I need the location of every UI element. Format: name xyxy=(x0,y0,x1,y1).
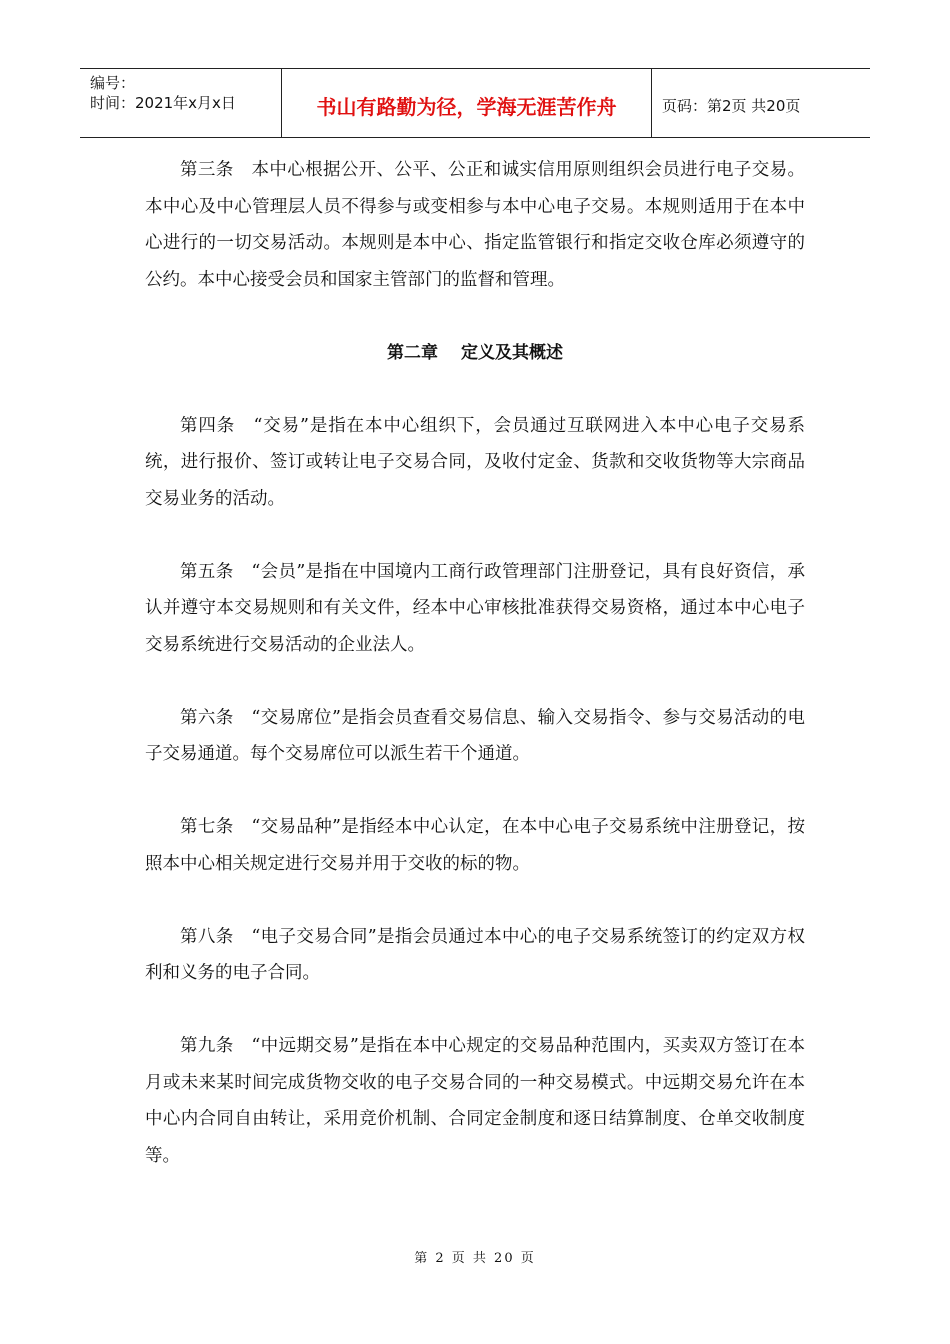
document-body xyxy=(145,152,805,1174)
header-motto: 书山有路勤为径，学海无涯苦作舟 xyxy=(282,69,652,137)
header-page-info: 页码：第2页 共20页 xyxy=(662,96,801,115)
article-6: 第六条 “交易席位”是指会员查看交易信息、输入交易指令、参与交易活动的电子交易通道。每个交易席位可以派生若干个通道。 xyxy=(145,707,805,764)
header-meta xyxy=(80,69,282,137)
article-3: 第三条 本中心根据公开、公平、公正和诚实信用原则组织会员进行电子交易。本中心及中心管理层人员不得参与或变相参与本中心电子交易。本规则适用于在本中心进行的一切交易活动。本规则是本中心、指定监管银行和指定交收仓库必须遵守的公约。本中心接受会员和国家主管部门的监督和管理。 xyxy=(145,160,805,290)
article-9: 第九条 “中远期交易”是指在本中心规定的交易品种范围内，买卖双方签订在本月或未来某时间完成货物交收的电子交易合同的一种交易模式。中远期交易允许在本中心内合同自由转让，采用竞价机制、合同定金制度和逐日结算制度、仓单交收制度等。 xyxy=(145,1036,805,1166)
article-8: 第八条 “电子交易合同”是指会员通过本中心的电子交易系统签订的约定双方权利和义务的电子合同。 xyxy=(145,926,805,983)
article-4: 第四条 “交易”是指在本中心组织下，会员通过互联网进入本中心电子交易系统，进行报价、签订或转让电子交易合同，及收付定金、货款和交收货物等大宗商品交易业务的活动。 xyxy=(145,415,805,509)
page-footer: 第 2 页 共 20 页 xyxy=(414,1251,536,1266)
document-number-label: 编号： xyxy=(90,74,136,92)
chapter-heading: 第二章 定义及其概述 xyxy=(387,342,563,363)
article-5: 第五条 “会员”是指在中国境内工商行政管理部门注册登记，具有良好资信，承认并遵守本交易规则和有关文件，经本中心审核批准获得交易资格，通过本中心电子交易系统进行交易活动的企业法人。 xyxy=(145,561,805,655)
document-date: 时间：2021年x月x日 xyxy=(90,94,236,112)
article-7: 第七条 “交易品种”是指经本中心认定，在本中心电子交易系统中注册登记，按照本中心相关规定进行交易并用于交收的标的物。 xyxy=(145,817,805,874)
document-header xyxy=(80,68,870,138)
